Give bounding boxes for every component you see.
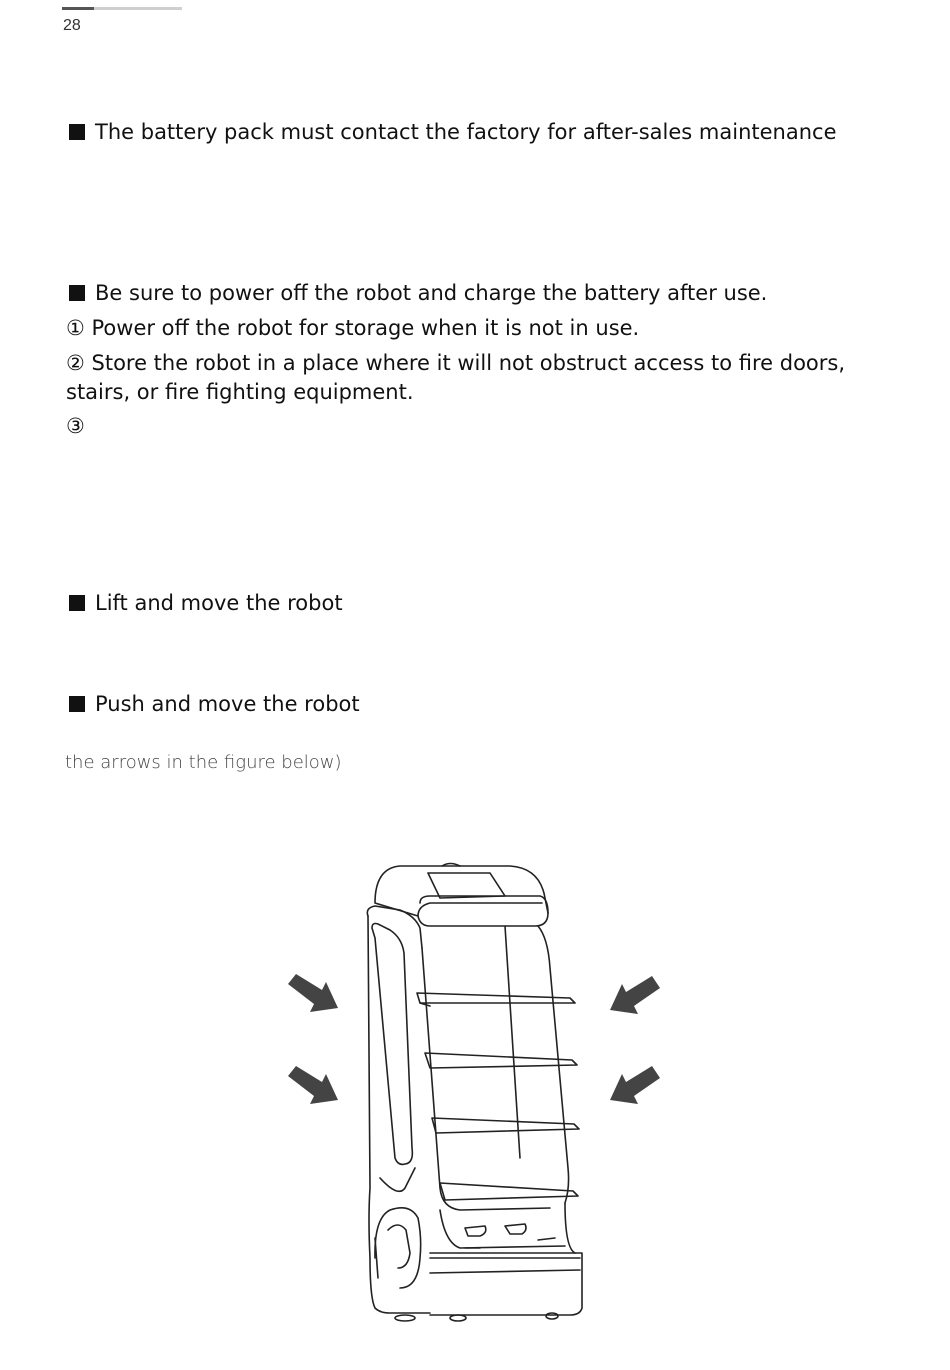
lift-section-heading — [66, 589, 343, 618]
push-caption: the arrows in the figure below) — [65, 752, 342, 773]
shelf-1 — [417, 993, 575, 1006]
header-rule-accent — [62, 7, 94, 10]
storage-item-3: ③ — [66, 414, 85, 438]
header-rule — [62, 7, 182, 10]
push-section-heading — [66, 690, 360, 719]
shelf-4 — [440, 1183, 578, 1200]
square-bullet-icon — [69, 595, 85, 611]
push-arrow-lower-right-icon — [610, 1066, 660, 1104]
robot-push-figure — [280, 858, 675, 1328]
storage-section-heading — [66, 279, 767, 308]
storage-item-2: ② Store the robot in a place where it will not obstruct access to fire doors, stairs, or fire fighting equipment. — [66, 351, 846, 404]
square-bullet-icon — [69, 285, 85, 301]
battery-heading-text: The battery pack must contact the factory for after-sales maintenance — [95, 120, 837, 144]
push-arrow-upper-left-icon — [288, 974, 338, 1012]
storage-heading-text: Be sure to power off the robot and charge the battery after use. — [95, 281, 768, 305]
delivery-robot-illustration — [367, 864, 582, 1322]
square-bullet-icon — [69, 124, 85, 140]
storage-item-1: ① Power off the robot for storage when it is not in use. — [66, 316, 640, 340]
shelf-3 — [432, 1118, 579, 1133]
push-arrow-lower-left-icon — [288, 1066, 338, 1104]
push-arrow-upper-right-icon — [610, 976, 660, 1014]
square-bullet-icon — [69, 696, 85, 712]
push-heading-text: Push and move the robot — [95, 692, 360, 716]
page-number: 28 — [63, 17, 81, 34]
battery-section-heading — [66, 118, 837, 147]
push-arrows — [288, 974, 660, 1104]
lift-heading-text: Lift and move the robot — [95, 591, 343, 615]
shelf-2 — [425, 1053, 577, 1068]
